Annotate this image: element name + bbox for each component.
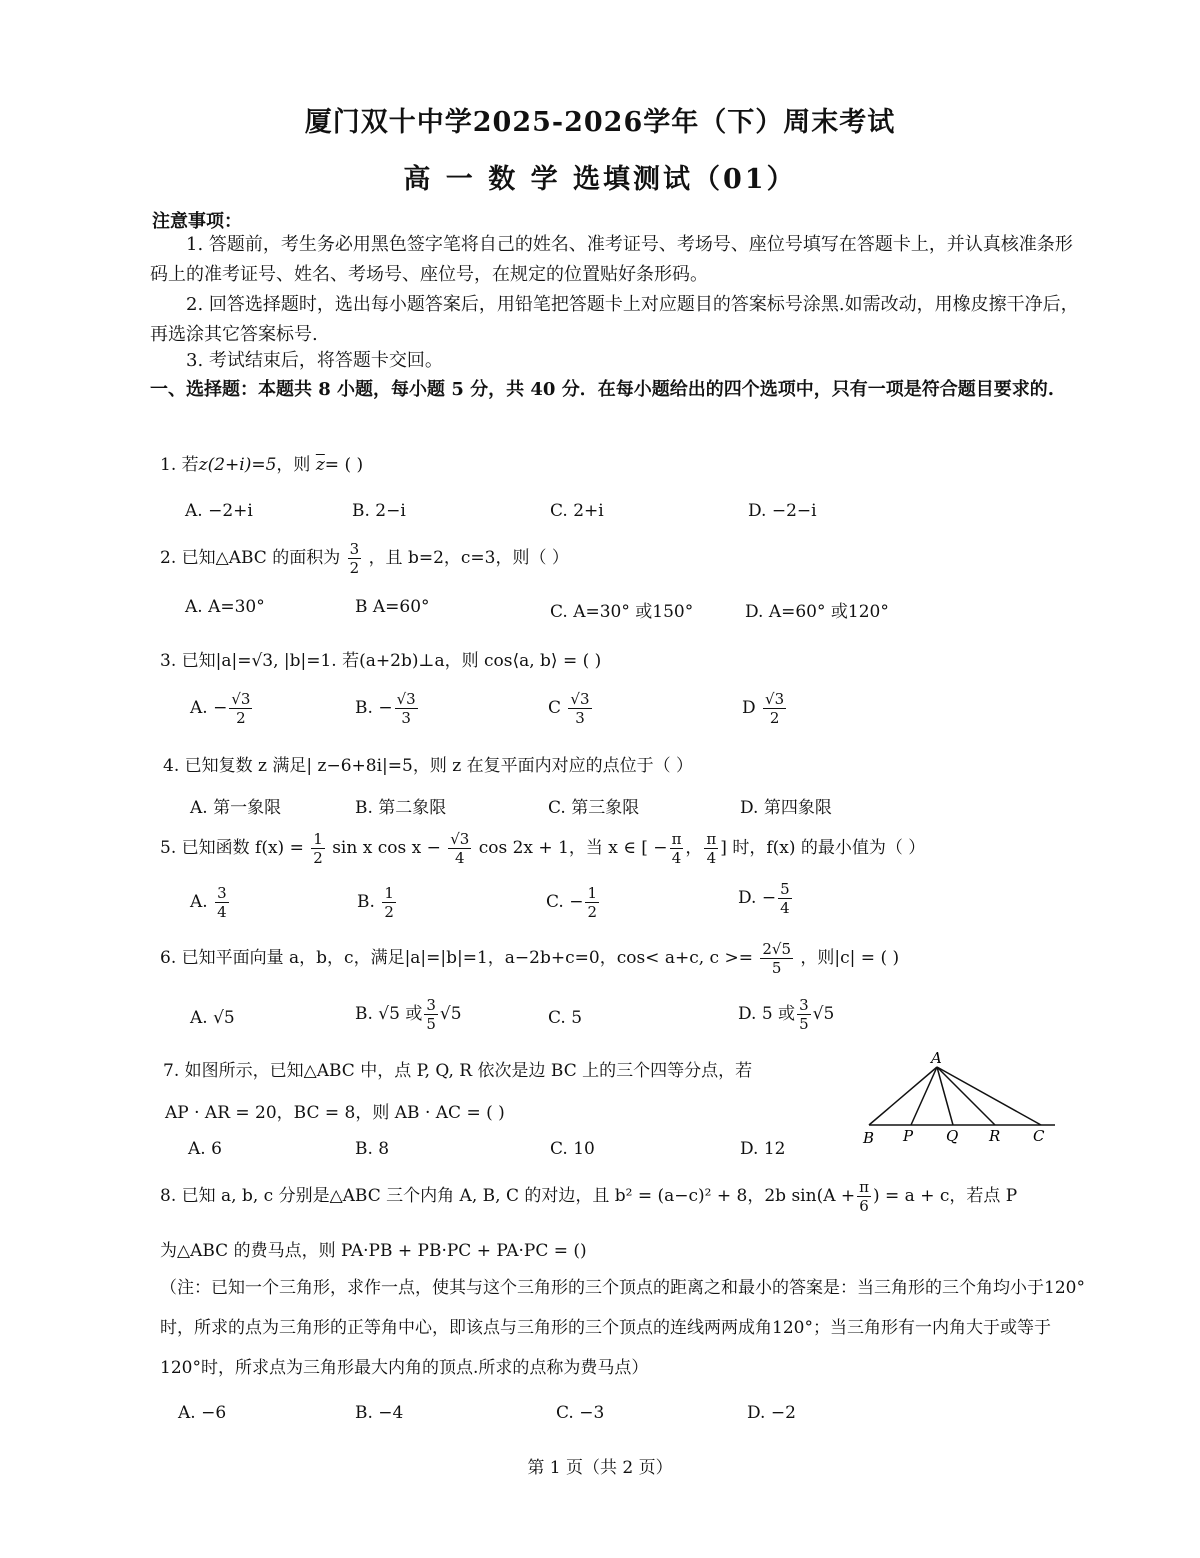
fig-label-q: Q bbox=[946, 1127, 959, 1145]
q8-option-b[interactable]: B. −4 bbox=[355, 1403, 404, 1423]
q6-option-a[interactable]: A. √5 bbox=[190, 1008, 235, 1028]
q2-option-c[interactable]: C. A=30° 或150° bbox=[550, 602, 694, 622]
q6-option-d[interactable]: D. 5 或 $\frac{3}{5}$ √5 bbox=[738, 996, 835, 1033]
q2-option-a[interactable]: A. A=30° bbox=[185, 597, 265, 617]
question-8-note: （注：已知一个三角形，求作一点，使其与这个三角形的三个顶点的距离之和最小的答案是：当三角形的三个角均小于120°时，所求的点为三角形的正等角中心，即该点与三角形的三个顶点的连线两两成角120°；当三角形有一内角大于或等于120°时，所求点为三角形最大内角的顶点.所求的点称为费马点） bbox=[160, 1278, 1085, 1378]
question-7-line-2: AP · AR = 20，BC = 8，则 AB · AC = ( ) bbox=[165, 1103, 505, 1123]
q8-option-d[interactable]: D. −2 bbox=[747, 1403, 796, 1423]
q7-option-d[interactable]: D. 12 bbox=[740, 1139, 786, 1159]
q8-option-c[interactable]: C. −3 bbox=[556, 1403, 605, 1423]
question-8-line-1: 8. 已知 a, b, c 分别是△ABC 三个内角 A, B, C 的对边，且 b² = (a−c)² + 8，2b sin(A + $\frac{\pi}{6}$ ) = a + c，若点 P bbox=[160, 1178, 1018, 1215]
fig-label-c: C bbox=[1033, 1127, 1045, 1145]
notice-item-1: 1. 答题前，考生务必用黑色签字笔将自己的姓名、准考证号、考场号、座位号填写在答题卡上，并认真核准条形码上的准考证号、姓名、考场号、座位号，在规定的位置贴好条形码。 bbox=[150, 234, 1073, 285]
question-7-line-1: 7. 如图所示，已知△ABC 中，点 P, Q, R 依次是边 BC 上的三个四等分点，若 bbox=[163, 1061, 753, 1081]
page-footer: 第 1 页（共 2 页） bbox=[527, 1458, 673, 1478]
q3-option-c[interactable]: C $\frac{√3}{3}$ bbox=[548, 690, 590, 727]
q4-option-c[interactable]: C. 第三象限 bbox=[548, 798, 640, 818]
q5-option-a[interactable]: A. $\frac{3}{4}$ bbox=[190, 884, 227, 921]
notice-item-3: 3. 考试结束后，将答题卡交回。 bbox=[186, 350, 443, 371]
fig-label-p: P bbox=[903, 1127, 914, 1145]
q6-option-c[interactable]: C. 5 bbox=[548, 1008, 583, 1028]
question-6: 6. 已知平面向量 a，b，c，满足|a|=|b|=1，a−2b+c=0，cos< a+c, c >= $\frac{2√5}{5}$ ，则|c| = ( ) bbox=[160, 940, 900, 977]
question-4: 4. 已知复数 z 满足| z−6+8i|=5，则 z 在复平面内对应的点位于（ ） bbox=[163, 756, 693, 776]
exam-title: 厦门双十中学2025-2026学年（下）周末考试 bbox=[304, 107, 896, 138]
q8-option-a[interactable]: A. −6 bbox=[178, 1403, 227, 1423]
q3-option-b[interactable]: B. − $\frac{√3}{3}$ bbox=[355, 690, 416, 727]
fig-label-r: R bbox=[989, 1127, 1001, 1145]
q3-option-d[interactable]: D $\frac{√3}{2}$ bbox=[742, 690, 785, 727]
q4-option-a[interactable]: A. 第一象限 bbox=[190, 798, 282, 818]
q6-option-b[interactable]: B. √5 或 $\frac{3}{5}$ √5 bbox=[355, 996, 462, 1033]
triangle-figure bbox=[855, 1045, 1065, 1150]
q5-option-b[interactable]: B. $\frac{1}{2}$ bbox=[357, 884, 394, 921]
notice-heading: 注意事项： bbox=[152, 211, 242, 232]
q5-option-c[interactable]: C. − $\frac{1}{2}$ bbox=[546, 884, 598, 921]
q5-option-d[interactable]: D. − $\frac{5}{4}$ bbox=[738, 880, 790, 917]
section-heading: 一、选择题：本题共 8 小题，每小题 5 分，共 40 分．在每小题给出的四个选项中，只有一项是符合题目要求的. bbox=[150, 379, 1054, 400]
q2-option-d[interactable]: D. A=60° 或120° bbox=[745, 602, 889, 622]
question-8-line-2: 为△ABC 的费马点，则 PA·PB + PB·PC + PA·PC = () bbox=[160, 1241, 587, 1261]
exam-subtitle: 高 一 数 学 选填测试（01） bbox=[403, 164, 797, 195]
q3-option-a[interactable]: A. − $\frac{√3}{2}$ bbox=[190, 690, 251, 727]
q1-option-b[interactable]: B. 2−i bbox=[352, 501, 406, 521]
q1-option-a[interactable]: A. −2+i bbox=[185, 501, 253, 521]
q7-option-a[interactable]: A. 6 bbox=[188, 1139, 222, 1159]
fig-label-a: A bbox=[931, 1049, 942, 1067]
fig-label-b: B bbox=[863, 1129, 875, 1147]
question-5: 5. 已知函数 f(x) = $\frac{1}{2}$ sin x cos x − $\frac{√3}{4}$ cos 2x + 1，当 x ∈ [ − $\frac{\pi}{4}$ ， $\frac{\pi}{4}$ ] 时，f(x) 的最小值为（ ） bbox=[160, 830, 926, 867]
question-3: 3. 已知|a|=√3, |b|=1. 若(a+2b)⊥a，则 cos⟨a, b⟩ = ( ) bbox=[160, 651, 602, 671]
q7-option-b[interactable]: B. 8 bbox=[355, 1139, 390, 1159]
q1-option-c[interactable]: C. 2+i bbox=[550, 501, 604, 521]
q4-option-b[interactable]: B. 第二象限 bbox=[355, 798, 447, 818]
q1-option-d[interactable]: D. −2−i bbox=[748, 501, 817, 521]
q4-option-d[interactable]: D. 第四象限 bbox=[740, 798, 832, 818]
q2-option-b[interactable]: B A=60° bbox=[355, 597, 430, 617]
question-2: 2. 已知△ABC 的面积为 $\frac{3}{2}$ ，且 b=2，c=3，则（ ） bbox=[160, 540, 569, 577]
notice-item-2: 2. 回答选择题时，选出每小题答案后，用铅笔把答题卡上对应题目的答案标号涂黑.如需改动，用橡皮擦干净后，再选涂其它答案标号. bbox=[150, 294, 1079, 345]
question-1: 1. 若z(2+i)=5，则 $\overline{z}=$ ( ) bbox=[160, 455, 364, 475]
q7-option-c[interactable]: C. 10 bbox=[550, 1139, 595, 1159]
